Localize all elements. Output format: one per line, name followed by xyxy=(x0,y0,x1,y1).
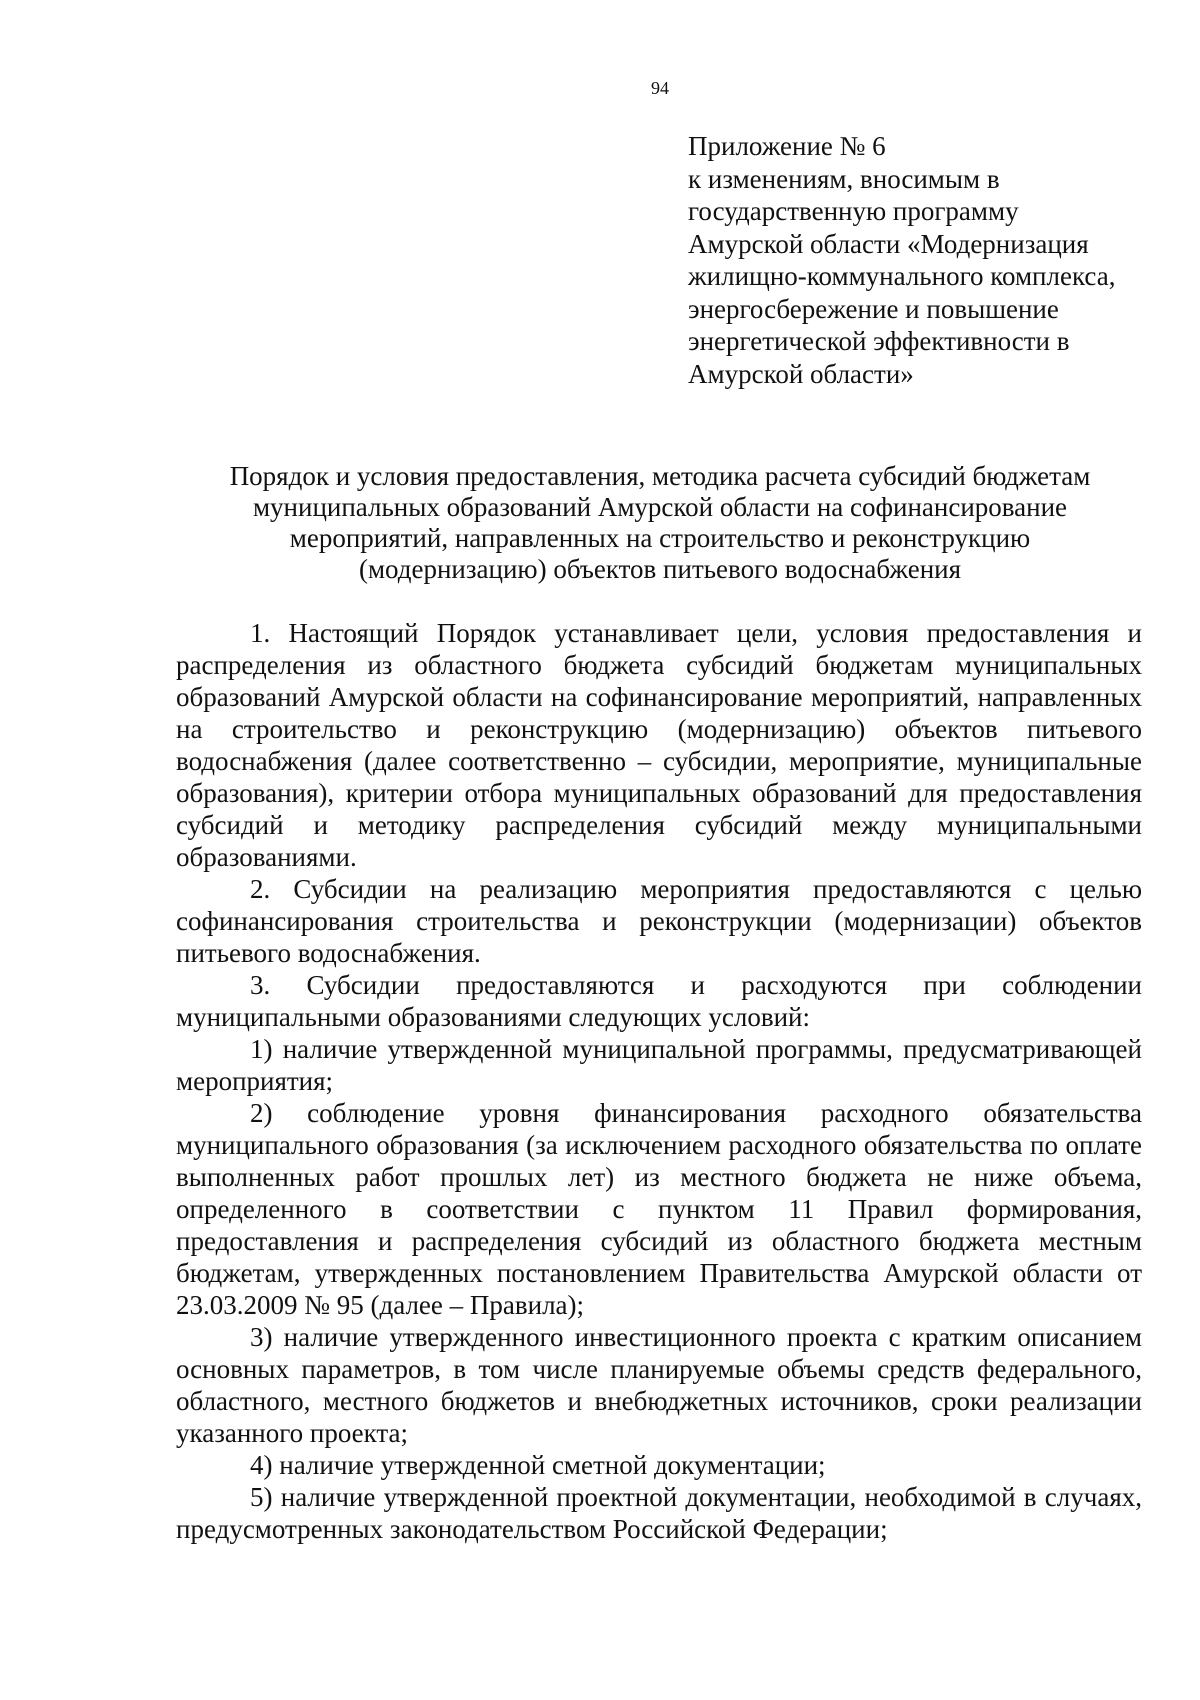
condition-1: 1) наличие утвержденной муниципальной программы, предусматривающей мероприятия; xyxy=(176,1034,1142,1096)
document-title xyxy=(180,461,1140,585)
condition-5: 5) наличие утвержденной проектной документации, необходимой в случаях, предусмотренных законодательством Российской Федерации; xyxy=(176,1482,1142,1544)
title-line: (модернизацию) объектов питьевого водоснабжения xyxy=(358,554,962,584)
annex-block xyxy=(688,130,1168,390)
annex-line: государственную программу xyxy=(688,196,1019,226)
paragraph-2: 2. Субсидии на реализацию мероприятия предоставляются с целью софинансирования строительства и реконструкции (модернизации) объектов питьевого водоснабжения. xyxy=(176,874,1142,968)
page-number: 94 xyxy=(651,78,669,98)
title-line: мероприятий, направленных на строительство и реконструкцию xyxy=(289,523,1031,553)
condition-2: 2) соблюдение уровня финансирования расходного обязательства муниципального образования (за исключением расходного обязательства по оплате выполненных работ прошлых лет) из местного бюджета не ниже объема, определенного в соответствии с пунктом 11 Правил формирования, предоставления и распределения субсидий из областного бюджета местным бюджетам, утвержденных постановлением Правительства Амурской области от 23.03.2009 № 95 (далее – Правила); xyxy=(176,1098,1142,1320)
document-body xyxy=(176,617,1142,1545)
annex-line: Амурской области» xyxy=(688,358,914,389)
annex-line: к изменениям, вносимым в xyxy=(688,163,1000,194)
annex-line: жилищно-коммунального комплекса, xyxy=(688,261,1116,291)
annex-line: энергетической эффективности в xyxy=(688,326,1070,356)
paragraph-1: 1. Настоящий Порядок устанавливает цели, условия предоставления и распределения из областного бюджета субсидий бюджетам муниципальных образований Амурской области на софинансирование мероприятий, направленных на строительство и реконструкцию (модернизацию) объектов питьевого водоснабжения (далее соответственно – субсидии, мероприятие, муниципальные образования), критерии отбора муниципальных образований для предоставления субсидий и методику распределения субсидий между муниципальными образованиями. xyxy=(176,618,1142,872)
annex-line: энергосбережение и повышение xyxy=(688,293,1059,324)
condition-3: 3) наличие утвержденного инвестиционного проекта с кратким описанием основных параметров, в том числе планируемые объемы средств федерального, областного, местного бюджетов и внебюджетных источников, сроки реализации указанного проекта; xyxy=(176,1322,1142,1448)
title-line: Порядок и условия предоставления, методика расчета субсидий бюджетам xyxy=(229,461,1091,491)
annex-line: Амурской области «Модернизация xyxy=(688,228,1089,259)
condition-4: 4) наличие утвержденной сметной документации; xyxy=(250,1450,826,1480)
title-line: муниципальных образований Амурской области на софинансирование xyxy=(252,492,1068,522)
annex-line: Приложение № 6 xyxy=(688,131,886,161)
paragraph-3: 3. Субсидии предоставляются и расходуются при соблюдении муниципальными образованиями следующих условий: xyxy=(176,970,1142,1032)
